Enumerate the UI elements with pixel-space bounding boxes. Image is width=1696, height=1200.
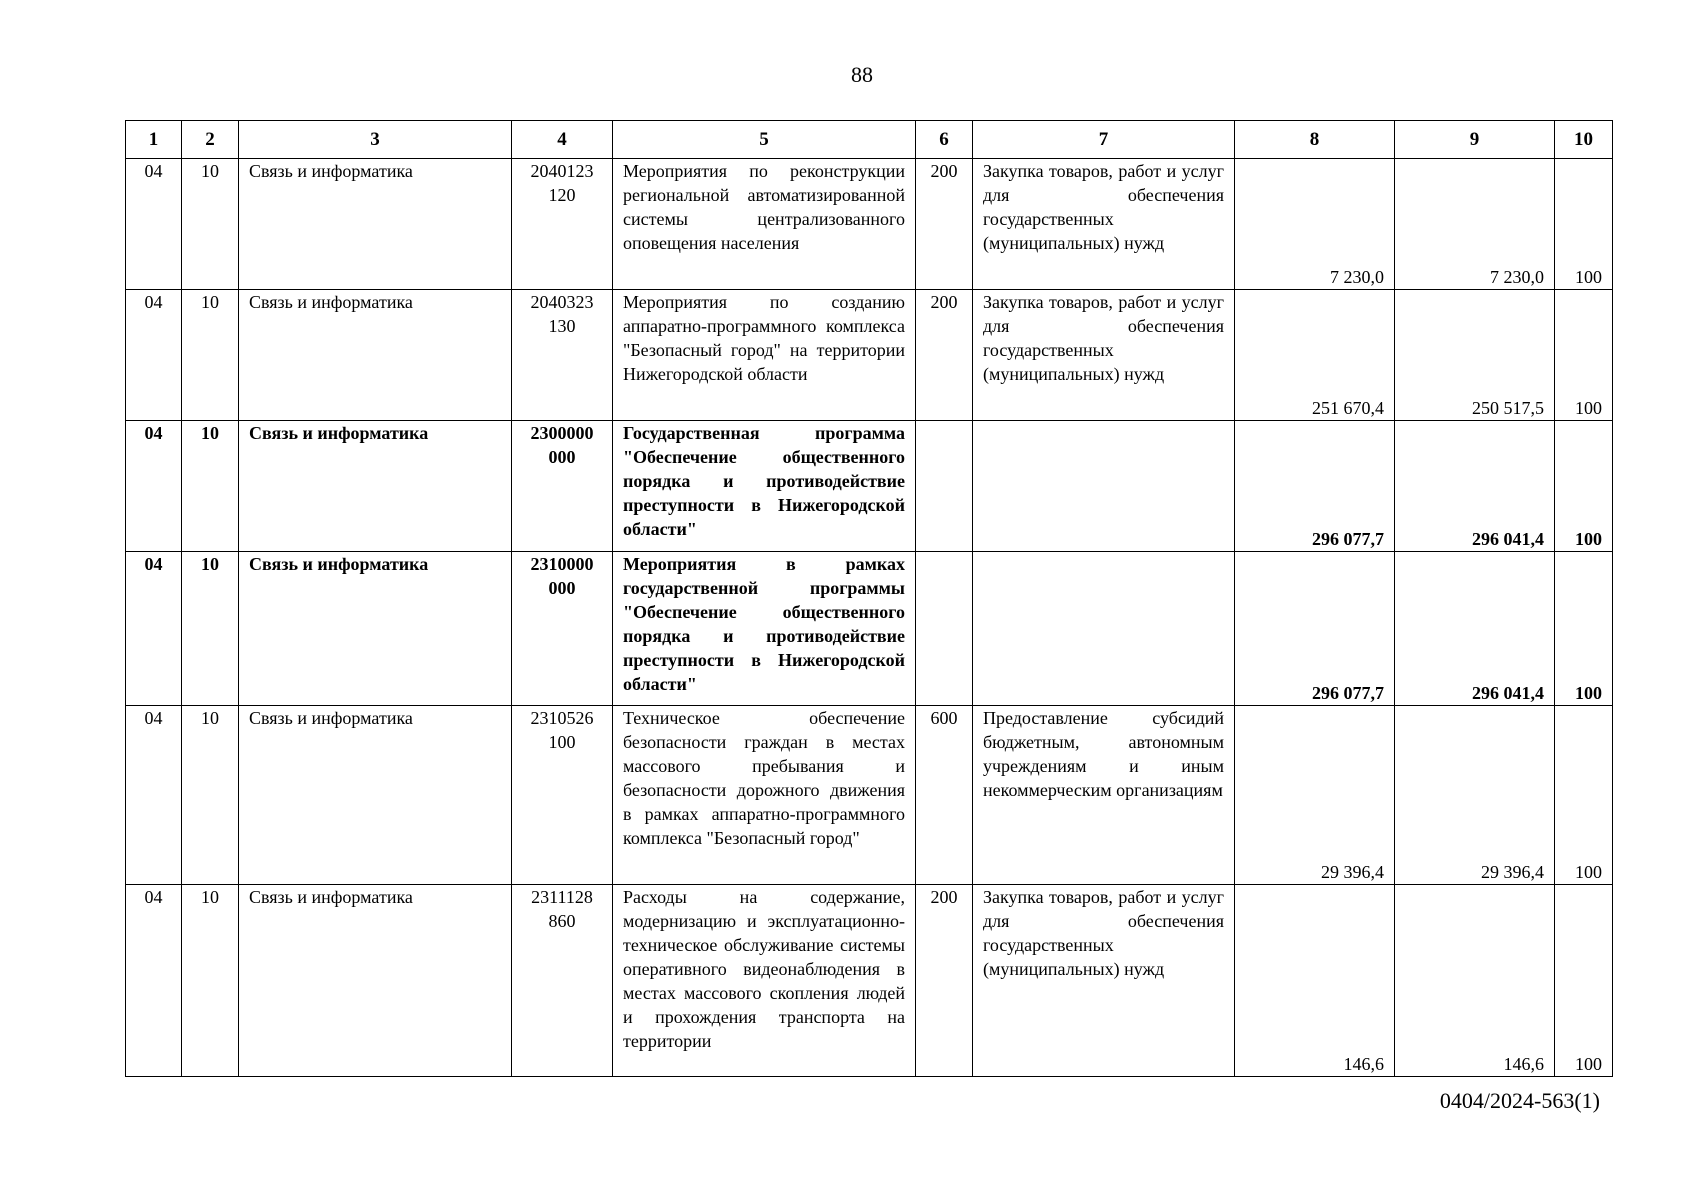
section-code: 04 [126, 706, 182, 885]
section-code: 04 [126, 159, 182, 290]
section-code: 04 [126, 421, 182, 552]
column-header-3: 3 [239, 121, 512, 159]
target-code: 2040123 120 [512, 159, 613, 290]
column-header-1: 1 [126, 121, 182, 159]
planned-amount: 29 396,4 [1235, 706, 1395, 885]
actual-amount: 7 230,0 [1395, 159, 1555, 290]
expense-type-code: 200 [916, 885, 973, 1077]
column-header-8: 8 [1235, 121, 1395, 159]
planned-amount: 7 230,0 [1235, 159, 1395, 290]
percent-executed: 100 [1555, 159, 1613, 290]
expense-type-name: Предоставление субсидий бюджетным, автономным учреждениям и иным некоммерческим организациям [973, 706, 1235, 885]
budget-table [125, 120, 1613, 1077]
expense-description: Техническое обеспечение безопасности граждан в местах массового пребывания и безопасности дорожного движения в рамках аппаратно-программного комплекса "Безопасный город" [613, 706, 916, 885]
table-row [126, 706, 1613, 885]
section-name: Связь и информатика [239, 552, 512, 706]
subsection-code: 10 [182, 552, 239, 706]
planned-amount: 296 077,7 [1235, 552, 1395, 706]
expense-type-code [916, 552, 973, 706]
column-header-6: 6 [916, 121, 973, 159]
subsection-code: 10 [182, 706, 239, 885]
document-number: 0404/2024-563(1) [1439, 1088, 1600, 1113]
expense-type-code: 200 [916, 159, 973, 290]
column-header-4: 4 [512, 121, 613, 159]
column-header-9: 9 [1395, 121, 1555, 159]
expense-description: Мероприятия в рамках государственной программы "Обеспечение общественного порядка и противодействие преступности в Нижегородской области" [613, 552, 916, 706]
expense-type-name [973, 421, 1235, 552]
target-code: 2310000 000 [512, 552, 613, 706]
expense-description: Мероприятия по созданию аппаратно-программного комплекса "Безопасный город" на территории Нижегородской области [613, 290, 916, 421]
subsection-code: 10 [182, 159, 239, 290]
section-code: 04 [126, 885, 182, 1077]
percent-executed: 100 [1555, 552, 1613, 706]
target-code: 2300000 000 [512, 421, 613, 552]
percent-executed: 100 [1555, 885, 1613, 1077]
table-row [126, 159, 1613, 290]
expense-type-code: 600 [916, 706, 973, 885]
actual-amount: 296 041,4 [1395, 552, 1555, 706]
expense-type-code [916, 421, 973, 552]
subsection-code: 10 [182, 421, 239, 552]
actual-amount: 29 396,4 [1395, 706, 1555, 885]
section-name: Связь и информатика [239, 421, 512, 552]
expense-description: Расходы на содержание, модернизацию и эксплуатационно-техническое обслуживание системы оперативного видеонаблюдения в местах массового скопления людей и прохождения транспорта на территории [613, 885, 916, 1077]
table-row [126, 552, 1613, 706]
expense-type-name: Закупка товаров, работ и услуг для обеспечения государственных (муниципальных) нужд [973, 290, 1235, 421]
column-header-7: 7 [973, 121, 1235, 159]
section-code: 04 [126, 290, 182, 421]
expense-type-code: 200 [916, 290, 973, 421]
subsection-code: 10 [182, 290, 239, 421]
column-header-10: 10 [1555, 121, 1613, 159]
column-header-5: 5 [613, 121, 916, 159]
actual-amount: 296 041,4 [1395, 421, 1555, 552]
expense-type-name [973, 552, 1235, 706]
section-name: Связь и информатика [239, 706, 512, 885]
page-number: 88 [851, 62, 873, 87]
expense-description: Мероприятия по реконструкции региональной автоматизированной системы централизованного оповещения населения [613, 159, 916, 290]
percent-executed: 100 [1555, 706, 1613, 885]
column-header-2: 2 [182, 121, 239, 159]
table-header-row [126, 121, 1613, 159]
planned-amount: 296 077,7 [1235, 421, 1395, 552]
expense-type-name: Закупка товаров, работ и услуг для обеспечения государственных (муниципальных) нужд [973, 885, 1235, 1077]
section-name: Связь и информатика [239, 159, 512, 290]
target-code: 2040323 130 [512, 290, 613, 421]
planned-amount: 251 670,4 [1235, 290, 1395, 421]
target-code: 2311128 860 [512, 885, 613, 1077]
section-name: Связь и информатика [239, 885, 512, 1077]
table-row [126, 421, 1613, 552]
percent-executed: 100 [1555, 421, 1613, 552]
target-code: 2310526 100 [512, 706, 613, 885]
expense-type-name: Закупка товаров, работ и услуг для обеспечения государственных (муниципальных) нужд [973, 159, 1235, 290]
percent-executed: 100 [1555, 290, 1613, 421]
actual-amount: 146,6 [1395, 885, 1555, 1077]
expense-description: Государственная программа "Обеспечение общественного порядка и противодействие преступности в Нижегородской области" [613, 421, 916, 552]
table-row [126, 885, 1613, 1077]
section-code: 04 [126, 552, 182, 706]
table-row [126, 290, 1613, 421]
subsection-code: 10 [182, 885, 239, 1077]
planned-amount: 146,6 [1235, 885, 1395, 1077]
actual-amount: 250 517,5 [1395, 290, 1555, 421]
section-name: Связь и информатика [239, 290, 512, 421]
